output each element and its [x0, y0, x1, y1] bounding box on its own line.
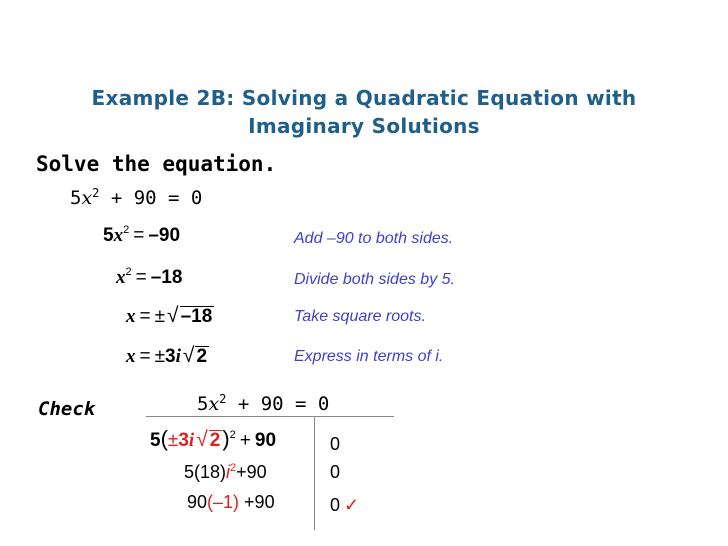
- check-table-vertical-rule: [314, 416, 315, 530]
- problem-prompt: Solve the equation.: [36, 152, 277, 176]
- step-4-note: Express in terms of i.: [294, 348, 444, 365]
- sqrt-icon: √: [182, 344, 195, 367]
- title-line-1: Example 2B: Solving a Quadratic Equation with: [91, 86, 637, 110]
- slide-title: [0, 84, 728, 140]
- step-3-equation: x = ±√ –18: [126, 304, 213, 327]
- checkmark-icon: ✓: [344, 495, 360, 515]
- check-result-3: 0 ✓: [330, 495, 360, 515]
- check-equation: $5x^2 + 90 = 0$: [197, 392, 330, 415]
- check-substitution-2: $5(18)i^2+90$: [184, 462, 267, 482]
- check-label: Check: [38, 398, 96, 420]
- title-line-2: Imaginary Solutions: [248, 114, 480, 138]
- check-substitution-3: 90(–1) +90: [187, 492, 275, 512]
- step-4-equation: x = ±3i√ 2: [126, 344, 208, 367]
- step-1-equation: $5x^2 = -90$: [103, 224, 181, 246]
- check-substitution-1: 5(±3i√ 2)$^2$ + 90: [150, 426, 277, 451]
- sqrt-icon: √: [167, 304, 179, 327]
- check-result-1: 0: [330, 434, 341, 454]
- check-result-2: 0: [330, 462, 341, 482]
- step-2-note: Divide both sides by 5.: [294, 271, 455, 288]
- step-2-equation: $x^2 = -18$: [116, 266, 183, 288]
- step-3-note: Take square roots.: [294, 308, 426, 325]
- step-1-note: Add –90 to both sides.: [294, 230, 454, 247]
- given-equation: $5x^2 + 90 = 0$: [70, 186, 203, 209]
- check-table-horizontal-rule: [146, 416, 394, 417]
- sqrt-icon: √: [196, 428, 208, 451]
